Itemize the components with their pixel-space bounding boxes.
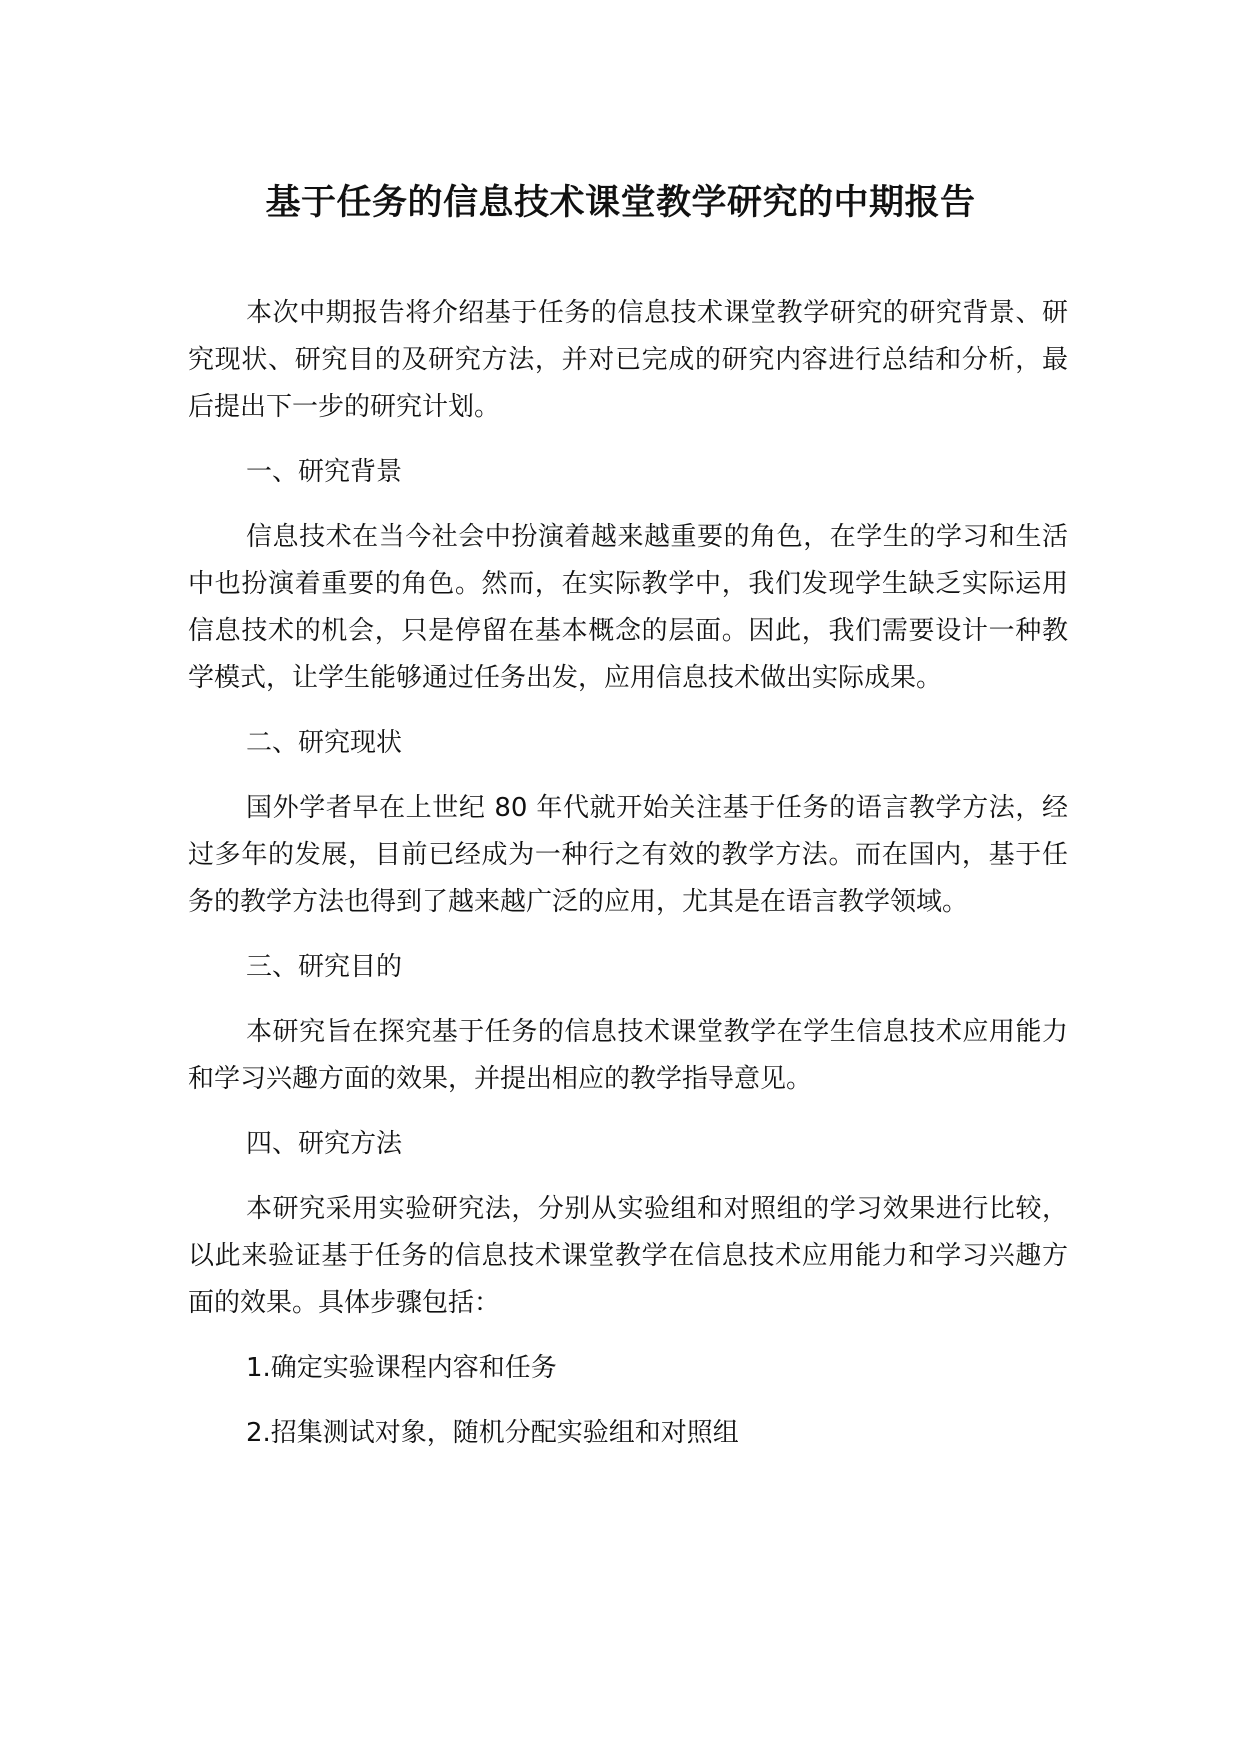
section-heading-purpose: 三、研究目的: [246, 952, 403, 982]
section-heading-status: 二、研究现状: [246, 728, 403, 758]
section-body-background: 信息技术在当今社会中扮演着越来越重要的角色，在学生的学习和生活中也扮演着重要的角色。然而，在实际教学中，我们发现学生缺乏实际运用信息技术的机会，只是停留在基本概念的层面。因此，我们需要设计一种教学模式，让学生能够通过任务出发，应用信息技术做出实际成果。: [188, 522, 1068, 693]
section-heading-background: 一、研究背景: [246, 457, 403, 487]
document-title: 基于任务的信息技术课堂教学研究的中期报告: [265, 183, 976, 223]
step-item-1: 1.确定实验课程内容和任务: [246, 1353, 557, 1383]
intro-paragraph: 本次中期报告将介绍基于任务的信息技术课堂教学研究的研究背景、研究现状、研究目的及研究方法，并对已完成的研究内容进行总结和分析，最后提出下一步的研究计划。: [188, 298, 1068, 422]
document-body: [188, 290, 1068, 1475]
step-item-2: 2.招集测试对象，随机分配实验组和对照组: [246, 1418, 739, 1448]
section-heading-method: 四、研究方法: [246, 1129, 403, 1159]
section-body-method: 本研究采用实验研究法，分别从实验组和对照组的学习效果进行比较，以此来验证基于任务的信息技术课堂教学在信息技术应用能力和学习兴趣方面的效果。具体步骤包括：: [188, 1194, 1068, 1318]
section-body-purpose: 本研究旨在探究基于任务的信息技术课堂教学在学生信息技术应用能力和学习兴趣方面的效果，并提出相应的教学指导意见。: [188, 1017, 1068, 1094]
section-body-status: 国外学者早在上世纪 80 年代就开始关注基于任务的语言教学方法，经过多年的发展，目前已经成为一种行之有效的教学方法。而在国内，基于任务的教学方法也得到了越来越广泛的应用，尤其是在语言教学领域。: [188, 793, 1068, 917]
